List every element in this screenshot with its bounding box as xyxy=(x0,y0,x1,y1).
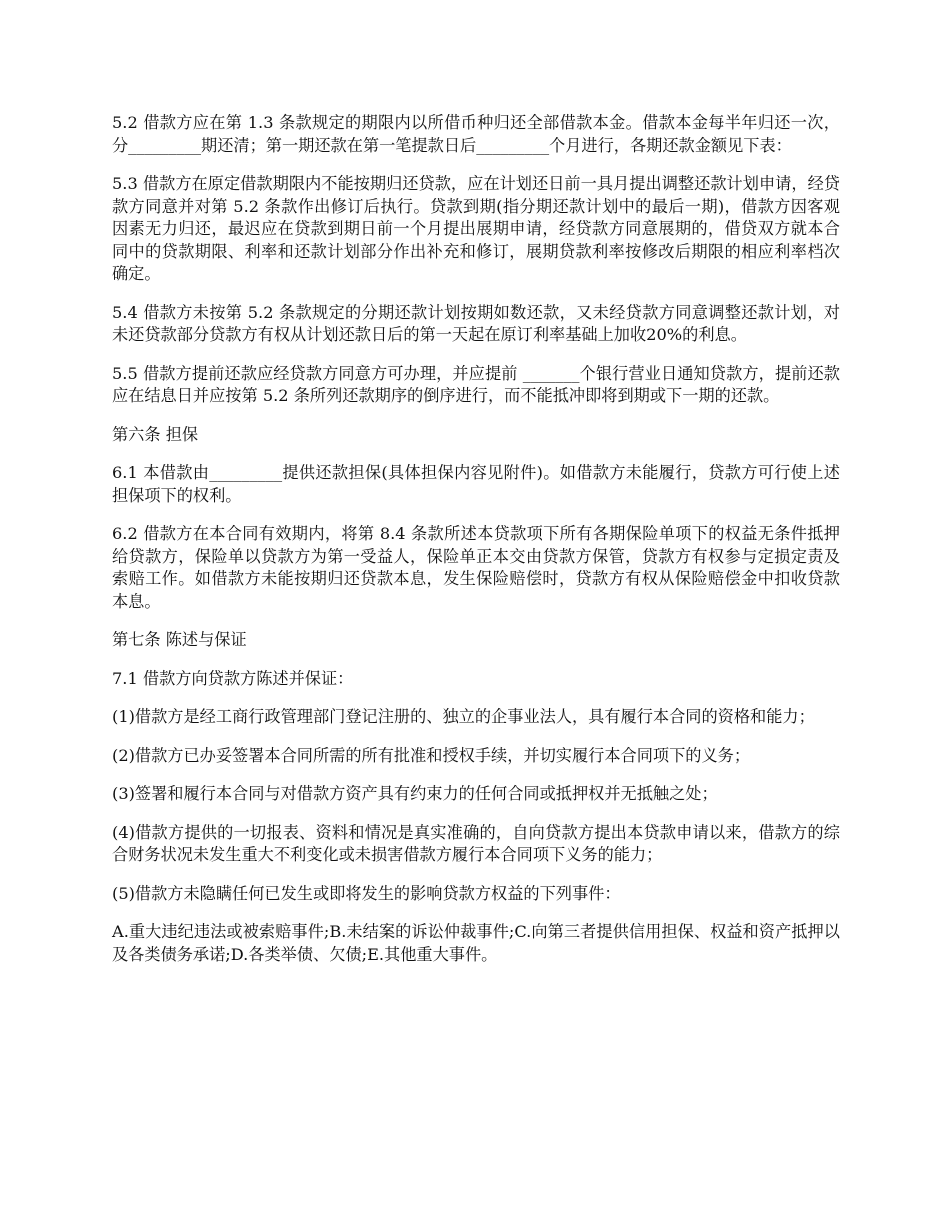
clause-5-2: 5.2 借款方应在第 1.3 条款规定的期限内以所借币种归还全部借款本金。借款本金每半年归还一次，分_________期还清；第一期还款在第一笔提款日后_________个月进行，各期还款金额见下表： xyxy=(112,113,840,155)
article-6-heading: 第六条 担保 xyxy=(112,424,199,444)
clause-6-1: 6.1 本借款由_________提供还款担保(具体担保内容见附件)。如借款方未能履行，贷款方可行使上述担保项下的权利。 xyxy=(112,463,840,505)
warranty-item-3: (3)签署和履行本合同与对借款方资产具有约束力的任何合同或抵押权并无抵触之处； xyxy=(112,784,718,803)
warranty-item-5: (5)借款方未隐瞒任何已发生或即将发生的影响贷款方权益的下列事件： xyxy=(112,883,621,903)
clause-5-5: 5.5 借款方提前还款应经贷款方同意方可办理，并应提前 _______个银行营业日通知贷款方，提前还款应在结息日并应按第 5.2 条所列还款期序的倒序进行，而不能抵冲即将到期或下一期的还款。 xyxy=(112,363,840,405)
clause-5-3: 5.3 借款方在原定借款期限内不能按期归还贷款，应在计划还日前一具月提出调整还款计划申请，经贷款方同意并对第 5.2 条款作出修订后执行。贷款到期(指分期还款计划中的最后一期)，借款方因客观因素无力归还，最迟应在贷款到期日前一个月提出展期申请，经贷款方同意展期的，借贷双方就本合同中的贷款期限、利率和还款计划部分作出补充和修订，展期贷款利率按修改后期限的相应利率档次确定。 xyxy=(112,174,840,283)
undisclosed-events-list: A.重大违纪违法或被索赔事件;B.未结案的诉讼仲裁事件;C.向第三者提供信用担保、权益和资产抵押以及各类债务承诺;D.各类举债、欠债;E.其他重大事件。 xyxy=(112,922,840,964)
clause-6-2: 6.2 借款方在本合同有效期内，将第 8.4 条款所述本贷款项下所有各期保险单项下的权益无条件抵押给贷款方，保险单以贷款方为第一受益人，保险单正本交由贷款方保管，贷款方有权参与定损定责及索赔工作。如借款方未能按期归还贷款本息，发生保险赔偿时，贷款方有权从保险赔偿金中扣收贷款本息。 xyxy=(112,524,840,611)
clause-5-4: 5.4 借款方未按第 5.2 条款规定的分期还款计划按期如数还款，又未经贷款方同意调整还款计划，对未还贷款部分贷款方有权从计划还款日后的第一天起在原订利率基础上加收20%的利息。 xyxy=(112,302,840,344)
article-7-heading: 第七条 陈述与保证 xyxy=(112,630,247,649)
warranty-item-4: (4)借款方提供的一切报表、资料和情况是真实准确的，自向贷款方提出本贷款申请以来，借款方的综合财务状况未发生重大不利变化或未损害借款方履行本合同项下义务的能力； xyxy=(112,822,840,864)
clause-7-1: 7.1 借款方向贷款方陈述并保证： xyxy=(112,668,354,688)
warranty-item-2: (2)借款方已办妥签署本合同所需的所有批准和授权手续，并切实履行本合同项下的义务； xyxy=(112,745,751,765)
document-page xyxy=(112,112,840,982)
warranty-item-1: (1)借款方是经工商行政管理部门登记注册的、独立的企事业法人，具有履行本合同的资格和能力； xyxy=(112,707,815,726)
